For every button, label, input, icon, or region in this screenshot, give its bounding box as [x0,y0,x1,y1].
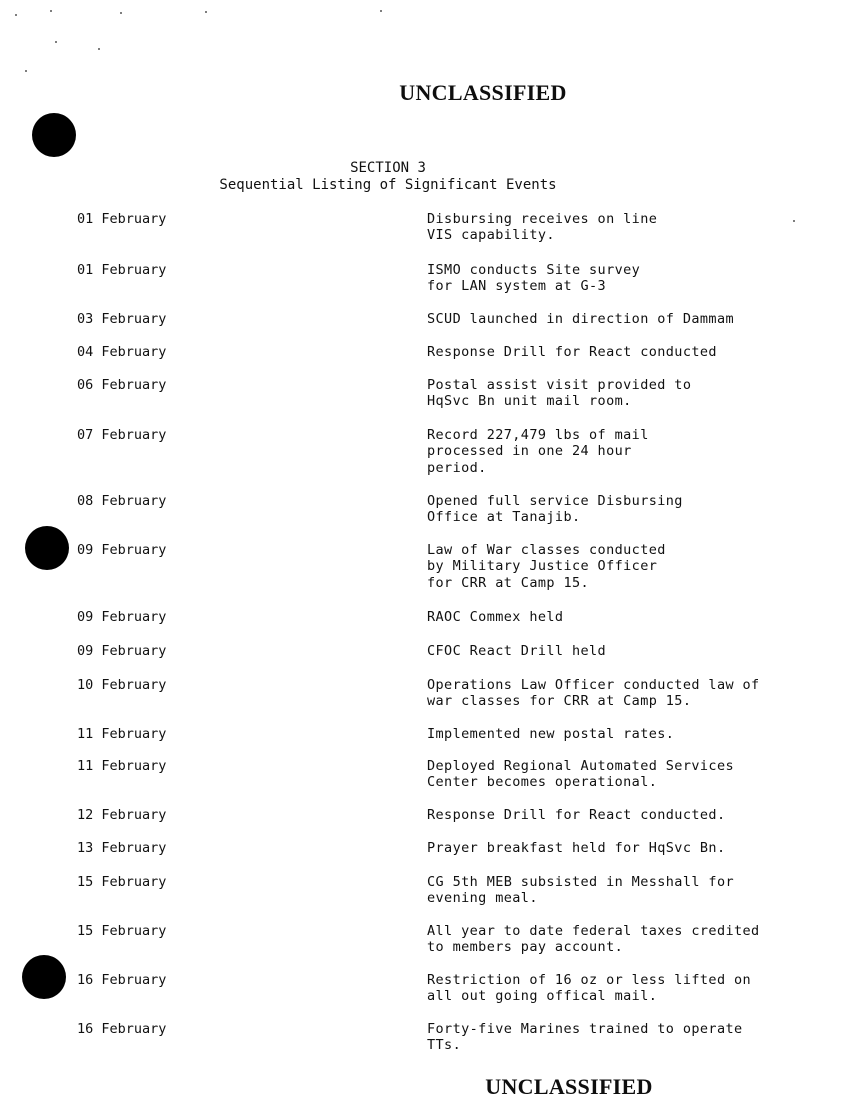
scan-speck [55,41,57,43]
scan-speck [25,70,27,72]
event-date: 01 February [77,262,167,278]
event-description: Prayer breakfast held for HqSvc Bn. [427,840,726,856]
event-date: 11 February [77,726,167,742]
event-date: 09 February [77,542,167,558]
event-description: Opened full service Disbursing Office at Tanajib. [427,493,683,526]
event-description: Implemented new postal rates. [427,726,675,742]
scan-speck [98,48,100,50]
event-description: Restriction of 16 oz or less lifted on all out going offical mail. [427,972,752,1005]
event-date: 13 February [77,840,167,856]
event-description: Forty-five Marines trained to operate TTs. [427,1021,743,1054]
scan-speck [380,10,382,12]
punch-hole-middle [25,526,69,570]
event-date: 16 February [77,1021,167,1037]
event-description: Law of War classes conducted by Military Justice Officer for CRR at Camp 15. [427,542,666,591]
event-description: ISMO conducts Site survey for LAN system at G-3 [427,262,641,295]
event-description: SCUD launched in direction of Dammam [427,311,734,327]
event-description: Record 227,479 lbs of mail processed in one 24 hour period. [427,427,649,476]
event-date: 03 February [77,311,167,327]
event-date: 15 February [77,923,167,939]
event-date: 12 February [77,807,167,823]
event-description: Response Drill for React conducted [427,344,717,360]
event-description: RAOC Commex held [427,609,564,625]
scan-speck [15,14,17,16]
event-description: CG 5th MEB subsisted in Messhall for evening meal. [427,874,734,907]
event-description: Postal assist visit provided to HqSvc Bn unit mail room. [427,377,692,410]
event-description: Disbursing receives on line VIS capability. [427,211,658,244]
event-date: 08 February [77,493,167,509]
event-date: 07 February [77,427,167,443]
event-description: Operations Law Officer conducted law of war classes for CRR at Camp 15. [427,677,760,710]
event-description: All year to date federal taxes credited to members pay account. [427,923,760,956]
classification-header: UNCLASSIFIED [399,80,567,105]
event-date: 09 February [77,643,167,659]
event-date: 10 February [77,677,167,693]
event-description: Deployed Regional Automated Services Center becomes operational. [427,758,734,791]
scan-speck [50,10,52,12]
event-date: 15 February [77,874,167,890]
event-date: 16 February [77,972,167,988]
classification-footer: UNCLASSIFIED [485,1074,653,1099]
event-description: Response Drill for React conducted. [427,807,726,823]
event-date: 01 February [77,211,167,227]
section-title: Sequential Listing of Significant Events [219,177,557,193]
event-date: 04 February [77,344,167,360]
punch-hole-top [32,113,76,157]
event-date: 06 February [77,377,167,393]
event-description: CFOC React Drill held [427,643,607,659]
punch-hole-bottom [22,955,66,999]
scan-speck [120,12,122,14]
event-date: 09 February [77,609,167,625]
event-date: 11 February [77,758,167,774]
scan-speck [205,11,207,13]
section-number: SECTION 3 [350,160,426,176]
